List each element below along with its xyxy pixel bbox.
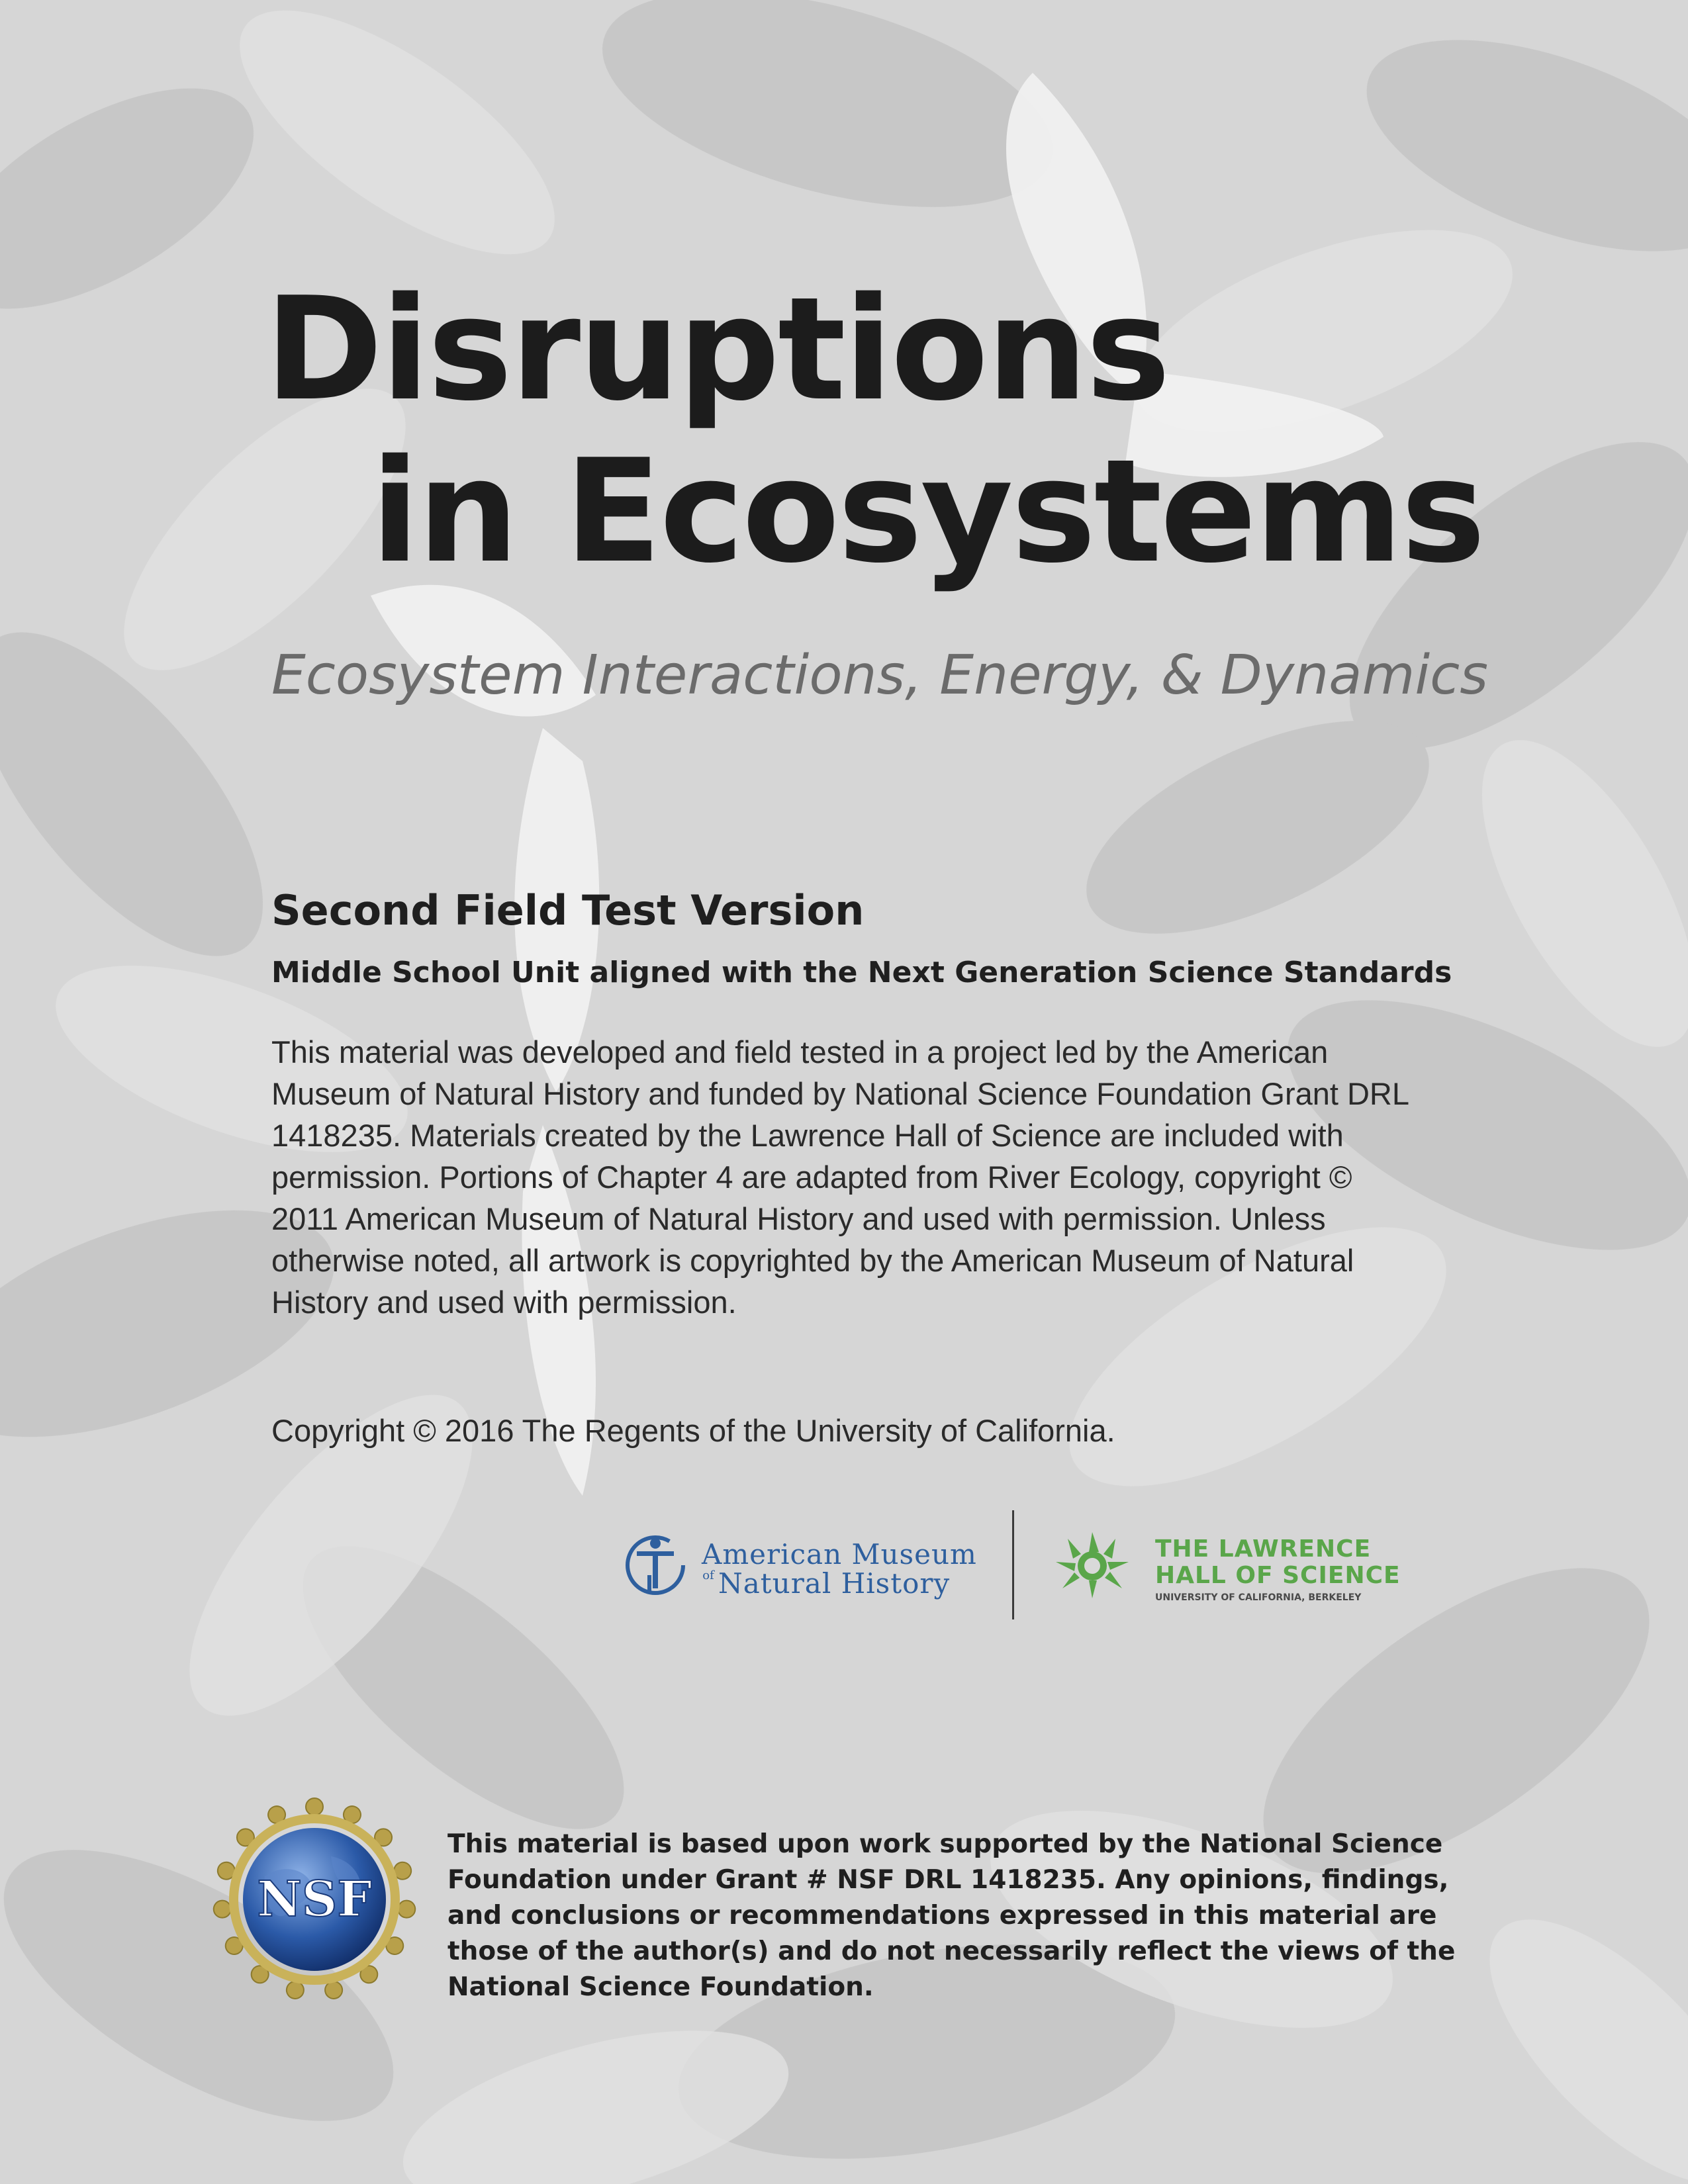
development-paragraph: This material was developed and field tested in a project led by the American Museum of Natural History and funded by National Science Foundation Grant DRL 1418235. Materials created by the Lawrence Hall of Science are included with permission. Portions of Chapter 4 are adapted from River Ecology, copyright © 2011 American Museum of Natural History and used with permission. Unless otherwise noted, all artwork is copyrighted by the American Museum of Natural History and used with permission. (271, 1034, 1409, 1320)
logo-divider (1012, 1510, 1014, 1619)
title-line-1: Disruptions (265, 266, 1169, 432)
amnh-of: of (702, 1569, 714, 1582)
lawrence-hall-name-line-1: THE LAWRENCE (1155, 1535, 1372, 1563)
nsf-seal-label: NSF (257, 1871, 372, 1928)
amnh-figure-icon (622, 1529, 688, 1602)
lawrence-hall-name-line-2: HALL OF SCIENCE (1155, 1562, 1401, 1589)
title-line-2: in Ecosystems (371, 428, 1484, 594)
amnh-logo (622, 1529, 980, 1602)
amnh-name-line-1: American Museum (702, 1538, 977, 1570)
copyright-notice: Copyright © 2016 The Regents of the University of California. (271, 1413, 1115, 1448)
amnh-name-line-2: Natural History (718, 1567, 951, 1600)
version-heading: Second Field Test Version (271, 886, 865, 934)
nsf-seal-icon (212, 1797, 417, 2002)
lawrence-hall-logo (1049, 1529, 1420, 1608)
standards-tagline: Middle School Unit aligned with the Next Generation Science Standards (271, 956, 1452, 989)
subtitle: Ecosystem Interactions, Energy, & Dynamics (271, 644, 1488, 707)
lawrence-hall-star-icon (1049, 1529, 1135, 1602)
lawrence-hall-university: UNIVERSITY OF CALIFORNIA, BERKELEY (1155, 1592, 1362, 1603)
nsf-disclaimer: This material is based upon work supported by the National Science Foundation under Grant # NSF DRL 1418235. Any opinions, findings, and conclusions or recommendations expressed in this material are those of the author(s) and do not necessarily reflect the views of the National Science Foundation. (447, 1829, 1456, 2002)
